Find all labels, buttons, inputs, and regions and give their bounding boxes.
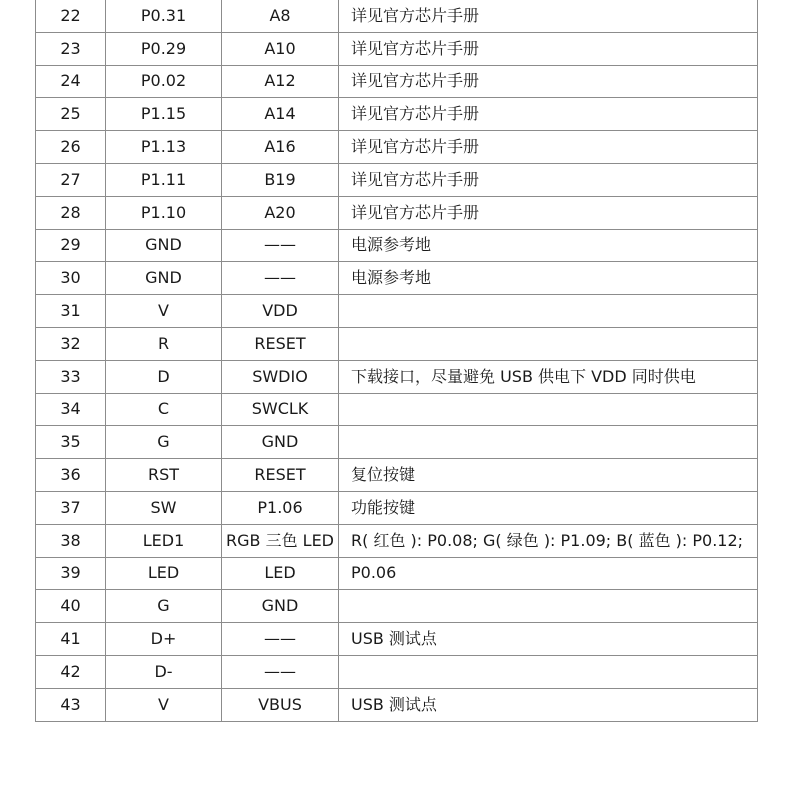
pin-function-cell: A8 bbox=[222, 0, 339, 32]
pin-number-cell: 31 bbox=[36, 295, 106, 328]
pin-function-cell: A12 bbox=[222, 65, 339, 98]
table-row bbox=[36, 0, 758, 32]
pin-function-cell: —— bbox=[222, 262, 339, 295]
table-row bbox=[36, 163, 758, 196]
pin-function-cell: A20 bbox=[222, 196, 339, 229]
pin-function-cell: GND bbox=[222, 590, 339, 623]
pin-name-cell: D bbox=[106, 360, 222, 393]
table-row bbox=[36, 426, 758, 459]
pin-description-cell bbox=[339, 295, 758, 328]
pin-function-cell: SWDIO bbox=[222, 360, 339, 393]
pin-number-cell: 37 bbox=[36, 491, 106, 524]
pin-description-cell: 详见官方芯片手册 bbox=[339, 65, 758, 98]
pin-name-cell: LED bbox=[106, 557, 222, 590]
table-row bbox=[36, 688, 758, 721]
pin-number-cell: 29 bbox=[36, 229, 106, 262]
pin-number-cell: 38 bbox=[36, 524, 106, 557]
pin-number-cell: 27 bbox=[36, 163, 106, 196]
pin-name-cell: G bbox=[106, 590, 222, 623]
pin-description-cell: 详见官方芯片手册 bbox=[339, 196, 758, 229]
pin-function-cell: LED bbox=[222, 557, 339, 590]
pin-function-cell: B19 bbox=[222, 163, 339, 196]
pin-description-cell: 功能按键 bbox=[339, 491, 758, 524]
pin-function-cell: —— bbox=[222, 229, 339, 262]
pin-description-cell: 详见官方芯片手册 bbox=[339, 0, 758, 32]
pin-function-cell: A14 bbox=[222, 98, 339, 131]
table-row bbox=[36, 623, 758, 656]
table-row bbox=[36, 327, 758, 360]
pin-description-cell bbox=[339, 426, 758, 459]
pin-name-cell: GND bbox=[106, 262, 222, 295]
table-row bbox=[36, 393, 758, 426]
pin-function-cell: A16 bbox=[222, 131, 339, 164]
pin-function-cell: RESET bbox=[222, 459, 339, 492]
pin-description-cell: USB 测试点 bbox=[339, 688, 758, 721]
pin-number-cell: 33 bbox=[36, 360, 106, 393]
pin-description-cell bbox=[339, 655, 758, 688]
table-row bbox=[36, 196, 758, 229]
pin-number-cell: 26 bbox=[36, 131, 106, 164]
pin-description-cell bbox=[339, 327, 758, 360]
pin-name-cell: P1.13 bbox=[106, 131, 222, 164]
pin-name-cell: RST bbox=[106, 459, 222, 492]
table-row bbox=[36, 491, 758, 524]
pin-name-cell: GND bbox=[106, 229, 222, 262]
pin-number-cell: 42 bbox=[36, 655, 106, 688]
pin-name-cell: P0.29 bbox=[106, 32, 222, 65]
pin-number-cell: 24 bbox=[36, 65, 106, 98]
table-row bbox=[36, 295, 758, 328]
pin-number-cell: 39 bbox=[36, 557, 106, 590]
pin-number-cell: 22 bbox=[36, 0, 106, 32]
table-row bbox=[36, 229, 758, 262]
pin-name-cell: P0.31 bbox=[106, 0, 222, 32]
pin-function-cell: —— bbox=[222, 623, 339, 656]
pin-number-cell: 40 bbox=[36, 590, 106, 623]
pin-description-cell bbox=[339, 393, 758, 426]
table-row bbox=[36, 590, 758, 623]
pin-description-cell: 详见官方芯片手册 bbox=[339, 163, 758, 196]
pin-name-cell: C bbox=[106, 393, 222, 426]
pin-function-cell: GND bbox=[222, 426, 339, 459]
pin-name-cell: P1.11 bbox=[106, 163, 222, 196]
pin-name-cell: SW bbox=[106, 491, 222, 524]
pin-number-cell: 23 bbox=[36, 32, 106, 65]
pin-function-cell: VDD bbox=[222, 295, 339, 328]
pin-name-cell: R bbox=[106, 327, 222, 360]
pin-description-cell: 电源参考地 bbox=[339, 229, 758, 262]
table-row bbox=[36, 32, 758, 65]
pin-number-cell: 35 bbox=[36, 426, 106, 459]
pin-function-cell: —— bbox=[222, 655, 339, 688]
pin-number-cell: 43 bbox=[36, 688, 106, 721]
pin-description-cell: 下载接口，尽量避免 USB 供电下 VDD 同时供电 bbox=[339, 360, 758, 393]
pin-number-cell: 28 bbox=[36, 196, 106, 229]
table-row bbox=[36, 459, 758, 492]
pin-description-cell: 复位按键 bbox=[339, 459, 758, 492]
pin-description-cell: 详见官方芯片手册 bbox=[339, 131, 758, 164]
table-row bbox=[36, 655, 758, 688]
pin-function-cell: RGB 三色 LED bbox=[222, 524, 339, 557]
pin-table bbox=[35, 0, 758, 722]
pin-description-cell: 详见官方芯片手册 bbox=[339, 98, 758, 131]
pin-name-cell: V bbox=[106, 295, 222, 328]
pin-number-cell: 32 bbox=[36, 327, 106, 360]
pin-description-cell: 电源参考地 bbox=[339, 262, 758, 295]
table-row bbox=[36, 262, 758, 295]
pin-description-cell: 详见官方芯片手册 bbox=[339, 32, 758, 65]
table-row bbox=[36, 524, 758, 557]
pin-function-cell: RESET bbox=[222, 327, 339, 360]
pin-description-cell bbox=[339, 590, 758, 623]
pin-function-cell: P1.06 bbox=[222, 491, 339, 524]
pin-number-cell: 34 bbox=[36, 393, 106, 426]
table-row bbox=[36, 65, 758, 98]
pin-name-cell: D- bbox=[106, 655, 222, 688]
pin-number-cell: 30 bbox=[36, 262, 106, 295]
table-row bbox=[36, 557, 758, 590]
pin-name-cell: P0.02 bbox=[106, 65, 222, 98]
table-row bbox=[36, 360, 758, 393]
pin-number-cell: 25 bbox=[36, 98, 106, 131]
table-row bbox=[36, 98, 758, 131]
pin-number-cell: 36 bbox=[36, 459, 106, 492]
pin-description-cell: P0.06 bbox=[339, 557, 758, 590]
pin-name-cell: LED1 bbox=[106, 524, 222, 557]
table-row bbox=[36, 131, 758, 164]
pin-function-cell: SWCLK bbox=[222, 393, 339, 426]
pin-table-body bbox=[36, 0, 758, 721]
pin-description-cell: R( 红色 ): P0.08; G( 绿色 ): P1.09; B( 蓝色 ): P0.12; bbox=[339, 524, 758, 557]
pin-name-cell: P1.15 bbox=[106, 98, 222, 131]
pin-name-cell: V bbox=[106, 688, 222, 721]
pin-name-cell: P1.10 bbox=[106, 196, 222, 229]
pin-name-cell: G bbox=[106, 426, 222, 459]
pin-number-cell: 41 bbox=[36, 623, 106, 656]
pin-function-cell: VBUS bbox=[222, 688, 339, 721]
pin-function-cell: A10 bbox=[222, 32, 339, 65]
pin-name-cell: D+ bbox=[106, 623, 222, 656]
pin-description-cell: USB 测试点 bbox=[339, 623, 758, 656]
